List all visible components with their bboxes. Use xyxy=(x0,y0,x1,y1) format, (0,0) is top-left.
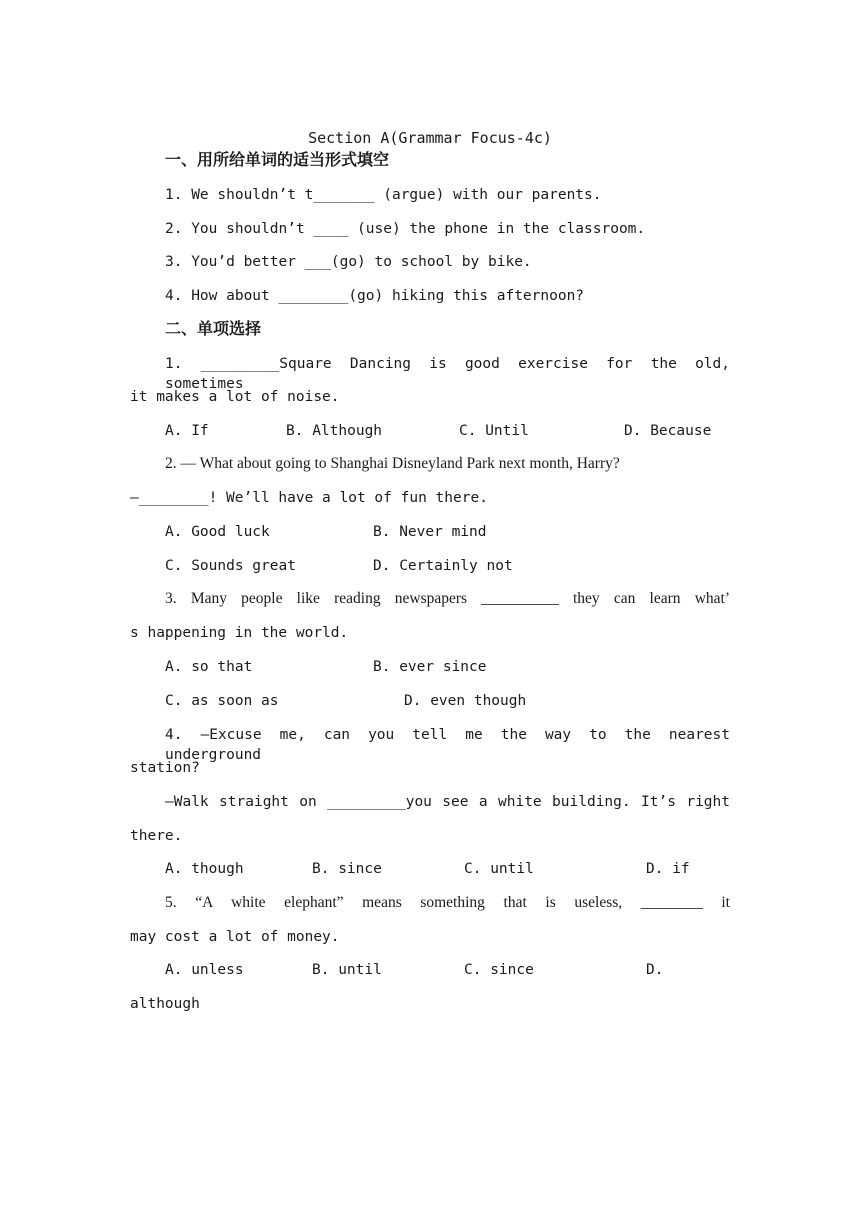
section-heading-fill-in: 一、用所给单词的适当形式填空 xyxy=(165,150,390,169)
question-5-option-b: B. until xyxy=(312,962,382,978)
question-3-line-1: 3. Many people like reading newspapers __________ they can learn what’ xyxy=(165,590,730,607)
question-4-option-a: A. though xyxy=(165,861,244,877)
question-1-option-c: C. Until xyxy=(459,423,529,439)
question-1-line-1: 1. _________Square Dancing is good exercise for the old, sometimes xyxy=(165,356,730,392)
question-1-line-2: it makes a lot of noise. xyxy=(130,389,340,405)
question-2-line-2: —________! We’ll have a lot of fun there. xyxy=(130,490,488,506)
question-2-line-1: 2. — What about going to Shanghai Disneyland Park next month, Harry? xyxy=(165,455,620,472)
question-2-option-c: C. Sounds great xyxy=(165,558,296,574)
fill-in-item-2: 2. You shouldn’t ____ (use) the phone in the classroom. xyxy=(165,221,646,237)
fill-in-item-3: 3. You’d better ___(go) to school by bike. xyxy=(165,254,532,270)
question-1-option-d: D. Because xyxy=(624,423,712,439)
question-4-line-2: station? xyxy=(130,760,200,776)
question-3-option-b: B. ever since xyxy=(373,659,487,675)
question-4-option-b: B. since xyxy=(312,861,382,877)
question-5-line-1: 5. “A white elephant” means something that is useless, ________ it xyxy=(165,894,730,911)
question-1-option-b: B. Although xyxy=(286,423,383,439)
question-5-option-c: C. since xyxy=(464,962,534,978)
question-1-option-a: A. If xyxy=(165,423,209,439)
section-heading-multiple-choice: 二、单项选择 xyxy=(165,319,262,338)
question-4-line-1: 4. —Excuse me, can you tell me the way to the nearest underground xyxy=(165,727,730,763)
question-5-line-2: may cost a lot of money. xyxy=(130,929,340,945)
question-3-option-c: C. as soon as xyxy=(165,693,279,709)
page-title: Section A(Grammar Focus-4c) xyxy=(308,129,552,147)
question-4-line-4: there. xyxy=(130,828,183,844)
fill-in-item-1: 1. We shouldn’t t_______ (argue) with our parents. xyxy=(165,187,602,203)
question-4-option-c: C. until xyxy=(464,861,534,877)
question-2-option-a: A. Good luck xyxy=(165,524,270,540)
question-3-option-d: D. even though xyxy=(404,693,527,709)
question-2-option-b: B. Never mind xyxy=(373,524,487,540)
question-3-line-2: s happening in the world. xyxy=(130,625,349,641)
question-5-option-a: A. unless xyxy=(165,962,244,978)
question-4-line-3: —Walk straight on _________you see a white building. It’s right xyxy=(165,794,730,810)
fill-in-item-4: 4. How about ________(go) hiking this afternoon? xyxy=(165,288,585,304)
question-3-option-a: A. so that xyxy=(165,659,253,675)
question-2-option-d: D. Certainly not xyxy=(373,558,513,574)
question-4-option-d: D. if xyxy=(646,861,690,877)
question-5-option-d: D. xyxy=(646,962,664,978)
question-5-option-d-text: although xyxy=(130,996,200,1012)
